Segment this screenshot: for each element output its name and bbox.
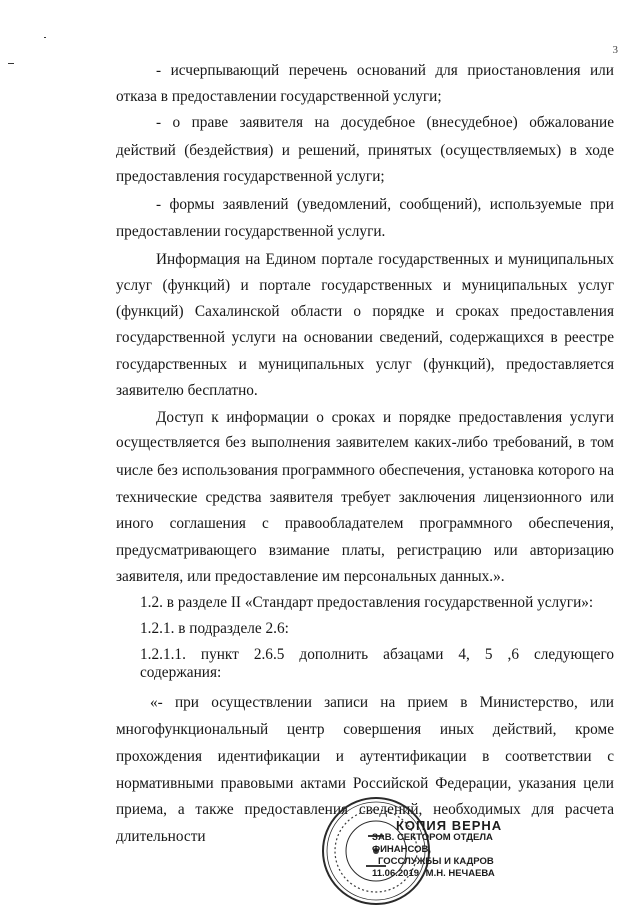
text-line: «- при осуществлении записи на прием в Министерство, или [150, 694, 614, 711]
text-line: 1.2.1.1. пункт 2.6.5 дополнить абзацами 4, 5 ,6 следующего [140, 646, 614, 663]
text-line: - исчерпывающий перечень оснований для приостановления или [156, 62, 614, 79]
text-line: Доступ к информации о сроках и порядке предоставления услуги [156, 409, 614, 426]
text-line: предоставления государственной услуги; [116, 168, 385, 185]
text-line: длительности [116, 828, 206, 845]
text-line: предусматривающего взимание платы, регистрацию или авторизацию [116, 542, 614, 559]
text-line: отказа в предоставлении государственной услуги; [116, 88, 442, 105]
text-line: числе без использования программного обеспечения, установка которого на [116, 462, 614, 479]
text-line: 1.2. в разделе II «Стандарт предоставления государственной услуги»: [140, 594, 594, 611]
text-line: услуг (функций) и портале государственных и муниципальных услуг [116, 277, 614, 294]
certified-copy-stamp [372, 820, 522, 880]
text-line: 1.2.1. в подразделе 2.6: [140, 620, 289, 637]
text-line: многофункциональный центр совершения иных действий, кроме [116, 721, 614, 738]
text-line: технические средства заявителя требует заключения лицензионного или [116, 489, 614, 506]
scan-speck [44, 37, 46, 38]
stamp-dept: ГОССЛУЖБЫ И КАДРОВ [378, 856, 494, 867]
stamp-position: ЗАВ. СЕКТОРОМ ОТДЕЛА ФИНАНСОВ, [372, 832, 493, 855]
stamp-title: КОПИЯ ВЕРНА [396, 818, 503, 833]
text-line: прохождения идентификации и аутентификации в соответствии с [116, 748, 614, 765]
text-line: государственных и муниципальных услуг (функций), предоставляется [116, 356, 614, 373]
page-number: 3 [612, 44, 618, 56]
scan-speck [8, 63, 14, 64]
text-line: приема, а также предоставления сведений, необходимых для расчета [116, 801, 614, 818]
text-line: нормативными правовыми актами Российской Федерации, указания цели [116, 775, 614, 792]
text-line: заявителю бесплатно. [116, 382, 258, 399]
text-line: государственной услуги на основании сведений, содержащихся в реестре [116, 329, 614, 346]
text-line: (функций) Сахалинской области о порядке и сроках предоставления [116, 303, 614, 320]
text-line: - формы заявлений (уведомлений, сообщений), используемые при [156, 196, 614, 213]
text-line: - о праве заявителя на досудебное (внесудебное) обжалование [156, 114, 614, 131]
text-line: действий (бездействия) и решений, принятых (осуществляемых) в ходе [116, 142, 614, 159]
text-line: иного соглашения с правообладателем программного обеспечения, [116, 515, 614, 532]
text-line: предоставлении государственной услуги. [116, 223, 386, 240]
text-line: заявителя, или предоставление им персональных данных.». [116, 568, 505, 585]
text-line: осуществляется без выполнения заявителем каких-либо требований, в том [116, 434, 614, 451]
text-line: Информация на Едином портале государственных и муниципальных [156, 251, 614, 268]
stamp-date: 11.06.2019 [372, 868, 420, 879]
text-line: содержания: [140, 664, 222, 681]
stamp-name: М.Н. НЕЧАЕВА [425, 868, 495, 879]
